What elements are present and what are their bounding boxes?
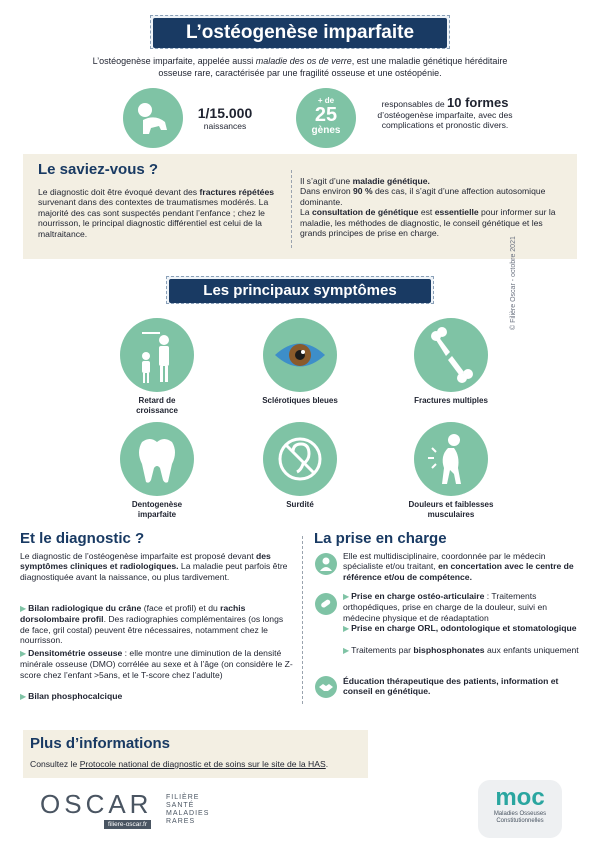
- title-frame: [150, 15, 450, 49]
- back-pain-icon: [414, 422, 488, 496]
- births-stat: 1/15.000 naissances: [197, 105, 253, 131]
- handshake-icon: [315, 676, 337, 698]
- forms-stat: responsables de 10 formes d’ostéogenèse imparfaite, avec des complications et pronostic divers.: [377, 95, 513, 130]
- intro-text: L’ostéogenèse imparfaite, appelée aussi maladie des os de verre, est une maladie génétique héréditaire osseuse rare, caractérisée par une fragilité osseuse et une ostéopénie.: [92, 56, 508, 78]
- eye-icon: [263, 318, 337, 392]
- oscar-logo: [40, 789, 160, 828]
- prise-bullet-orl: ▶ Prise en charge ORL, odontologique et stomatologique: [343, 623, 577, 633]
- prise-heading: La prise en charge: [314, 530, 447, 547]
- moc-logo: moc Maladies Osseuses Constitutionnelles: [478, 780, 562, 838]
- prise-education: Éducation thérapeutique des patients, information et conseil en génétique.: [343, 676, 559, 697]
- medication-icon: [315, 593, 337, 615]
- arrow-icon: ▶: [20, 649, 27, 658]
- arrow-icon: ▶: [20, 692, 27, 701]
- saviez-heading: Le saviez-vous ?: [38, 161, 159, 178]
- symptom-teeth: Dentogenèse imparfaite: [107, 422, 207, 520]
- column-divider: [302, 536, 303, 704]
- growth-icon: [120, 318, 194, 392]
- has-protocol-link[interactable]: Protocole national de diagnostic et de soins sur le site de la HAS: [79, 759, 326, 769]
- tooth-icon: [120, 422, 194, 496]
- diagnostic-heading: Et le diagnostic ?: [20, 530, 145, 547]
- oscar-tagline: FILIÈRE SANTÉ MALADIES RARES: [166, 794, 210, 825]
- info-text: Consultez le Protocole national de diagnostic et de soins sur le site de la HAS.: [30, 759, 329, 769]
- saviez-left-text: Le diagnostic doit être évoqué devant des fractures répétées survenant dans des contextes de traumatismes modérés. La majorité des cas sont suspectés pendant l’enfance ; chez le nourrisson, le principal diagnostic différentiel est celui de la maltraitance.: [38, 187, 275, 239]
- symptom-pain: Douleurs et faiblesses musculaires: [401, 422, 501, 520]
- doctor-icon: [315, 553, 337, 575]
- arrow-icon: ▶: [343, 646, 350, 655]
- prise-bullet-osteo: ▶ Prise en charge ostéo-articulaire : Traitements orthopédiques, prise en charge de la douleur, suivi en médecine physique et de réadaptation: [343, 591, 548, 623]
- baby-icon: [123, 88, 183, 148]
- saviez-divider: [291, 170, 292, 248]
- arrow-icon: ▶: [343, 624, 350, 633]
- deaf-ear-icon: [263, 422, 337, 496]
- prise-intro: Elle est multidisciplinaire, coordonnée par le médecin spécialiste et/ou traitant, en concertation avec le centre de référence et/ou de compétence.: [343, 551, 574, 582]
- arrow-icon: ▶: [20, 604, 27, 613]
- diagnostic-bullet-dmo: ▶ Densitométrie osseuse : elle montre une diminution de la densité minérale osseuse (DMO) corrélée au sexe et à l’âge (on considère le Z-score chez l’enfant >5ans, et le T-score chez l’adulte): [20, 648, 293, 680]
- symptom-growth: Retard de croissance: [107, 318, 207, 416]
- page-title: L’ostéogenèse imparfaite: [153, 18, 447, 48]
- broken-bone-icon: [414, 318, 488, 392]
- oscar-url[interactable]: filiere-oscar.fr: [104, 820, 151, 829]
- diagnostic-intro: Le diagnostic de l’ostéogenèse imparfaite est proposé devant des symptômes cliniques et radiologiques. La maladie peut parfois être diagnostiquée avant la naissance, ou plus tardivement.: [20, 551, 288, 582]
- symptoms-heading: Les principaux symptômes: [169, 279, 431, 303]
- symptom-deafness: Surdité: [250, 422, 350, 510]
- symptoms-title-frame: [166, 276, 434, 304]
- oscar-wordmark: OSCAR: [40, 789, 153, 819]
- symptom-blue-sclera: Sclérotiques bleues: [250, 318, 350, 406]
- diagnostic-bullet-radio: ▶ Bilan radiologique du crâne (face et profil) et du rachis dorsolombaire profil. Des radiographies complémentaires (os longs de face, gril costal) peuvent être nécessaires, notamment chez le nourrisson.: [20, 603, 284, 646]
- info-heading: Plus d’informations: [30, 735, 171, 752]
- symptom-fractures: Fractures multiples: [401, 318, 501, 406]
- arrow-icon: ▶: [343, 592, 350, 601]
- diagnostic-bullet-phospho: ▶ Bilan phosphocalcique: [20, 691, 123, 701]
- side-credit: © Filière Oscar - octobre 2021: [510, 236, 517, 330]
- moc-wordmark: moc: [495, 784, 545, 811]
- saviez-right-text: Il s’agit d’une maladie génétique. Dans environ 90 % des cas, il s’agit d’une affection autosomique dominante. La consultation de génétique est essentielle pour informer sur la maladie, les méthodes de diagnostic, le conseil génétique et les grands principes de prise en charge.: [300, 176, 556, 239]
- genes-badge: + de 25 gènes: [296, 88, 356, 148]
- prise-bullet-bisphos: ▶ Traitements par bisphosphonates aux enfants uniquement: [343, 645, 579, 655]
